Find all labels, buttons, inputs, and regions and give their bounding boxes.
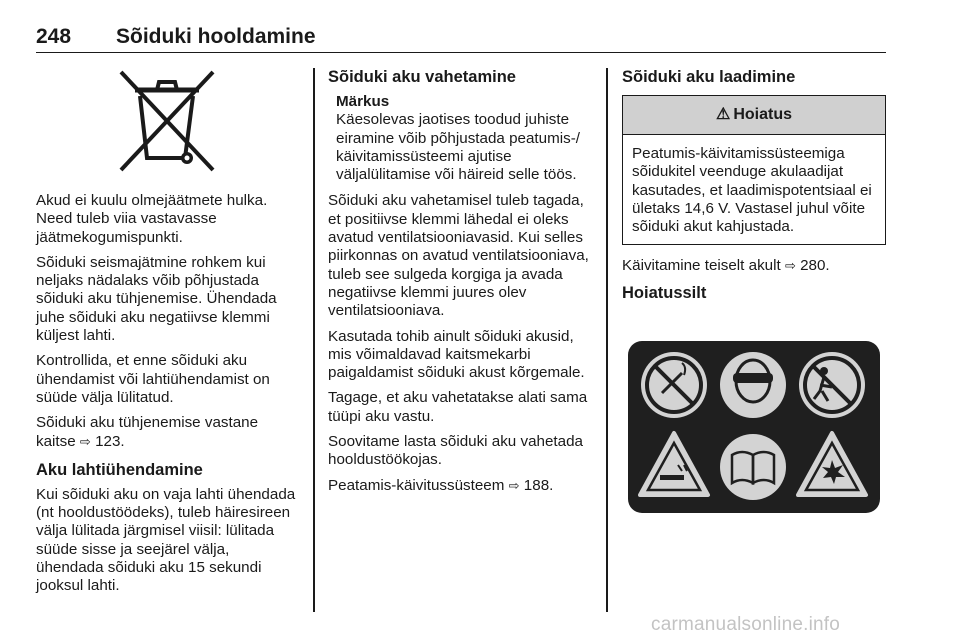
- watermark: carmanualsonline.info: [651, 614, 841, 635]
- warning-box: [622, 95, 886, 245]
- warning-text: Peatumis-käivitamissüsteemiga sõidukitel veenduge akulaadijat kasutades, et laadimispotentsiaal ei ületaks 14,6 V. Vastasel juhul võite sõiduki akut kahjustada.: [632, 145, 872, 236]
- column-2: [328, 60, 596, 502]
- page-ref-arrow-icon: ⇨: [508, 477, 520, 493]
- crossed-out-bin-icon: [36, 66, 298, 178]
- eye-protection-icon: [720, 352, 786, 418]
- warning-header: [623, 96, 885, 135]
- reference-text: Käivitamine teiselt akult: [622, 257, 781, 275]
- warning-title: Hoiatus: [733, 105, 792, 123]
- paragraph: Kui sõiduki aku on vaja lahti ühendada (nt hooldustöödeks), tuleb häiresireen välja lülitada järgmisel viisil: lülitada süüde sisse ja seejärel välja, ühendada sõiduki aku 15 sekundi jooksul lahti.: [36, 485, 296, 595]
- column-3: [622, 60, 886, 527]
- section-heading: Sõiduki aku laadimine: [622, 68, 796, 86]
- read-manual-icon: [720, 434, 786, 500]
- paragraph: Soovitame lasta sõiduki aku vahetada hooldustöökojas.: [328, 433, 583, 469]
- column-divider-1: [313, 68, 315, 612]
- page-reference-link[interactable]: 123.: [95, 432, 125, 450]
- note-title: Märkus: [336, 93, 390, 110]
- paragraph: Sõiduki aku vahetamisel tuleb tagada, et positiivse klemmi lähedal ei oleks avatud ventilatsiooniavasid. Kui selles piirkonnas on avatud ventilatsiooniava, tuleb see sulgeda korgiga ja avada negatiivse klemmi juures olev ventilatsiooniava.: [328, 192, 589, 320]
- page-reference-link[interactable]: 280.: [800, 257, 830, 275]
- section-heading: Aku lahtiühendamine: [36, 460, 203, 479]
- note-box: [336, 93, 596, 184]
- page-ref-arrow-icon: ⇨: [79, 433, 91, 449]
- page-title: Sõiduki hooldamine: [116, 25, 316, 48]
- paragraph: Kontrollida, et enne sõiduki aku ühendamist või lahtiühendamist on süüde välja lülitatud.: [36, 352, 270, 406]
- paragraph: Tagage, et aku vahetatakse alati sama tüüpi aku vastu.: [328, 389, 588, 425]
- column-1: [36, 60, 298, 603]
- battery-warning-label-image: [622, 315, 886, 527]
- note-text: Käesolevas jaotises toodud juhiste eiramine võib põhjustada peatumis-/ käivitamissüsteemi ajutise väljalülitamise või häireid selle töös.: [336, 111, 580, 184]
- page-header: [36, 22, 886, 53]
- reference-paragraph: [622, 257, 886, 275]
- page-ref-arrow-icon: ⇨: [784, 258, 796, 274]
- reference-text: Sõiduki aku tühjenemise vastane kaitse: [36, 414, 259, 450]
- page-number: 248: [36, 25, 72, 48]
- reference-paragraph: [328, 477, 596, 495]
- paragraph: Akud ei kuulu olmejäätmete hulka. Need tuleb viia vastavasse jäätmekogumispunkti.: [36, 192, 268, 246]
- paragraph: Kasutada tohib ainult sõiduki akusid, mis võimaldavad kaitsmekarbi paigaldamist sõiduki akust kõrgemale.: [328, 327, 585, 382]
- section-heading: Sõiduki aku vahetamine: [328, 68, 516, 86]
- reference-paragraph: [36, 414, 298, 451]
- warning-triangle-icon: ⚠: [715, 105, 731, 123]
- reference-text: Peatamis-käivitussüsteem: [328, 476, 505, 494]
- column-divider-2: [606, 68, 608, 612]
- no-fire-smoking-icon: [641, 352, 707, 418]
- page-reference-link[interactable]: 188.: [523, 476, 554, 494]
- section-heading: Hoiatussilt: [622, 283, 707, 302]
- keep-children-away-icon: [799, 352, 865, 418]
- paragraph: Sõiduki seismajätmine rohkem kui neljaks nädalaks võib põhjustada sõiduki aku tühjenemise. Ühendada juhe sõiduki aku negatiivse klemmi küljest lahti.: [36, 253, 277, 345]
